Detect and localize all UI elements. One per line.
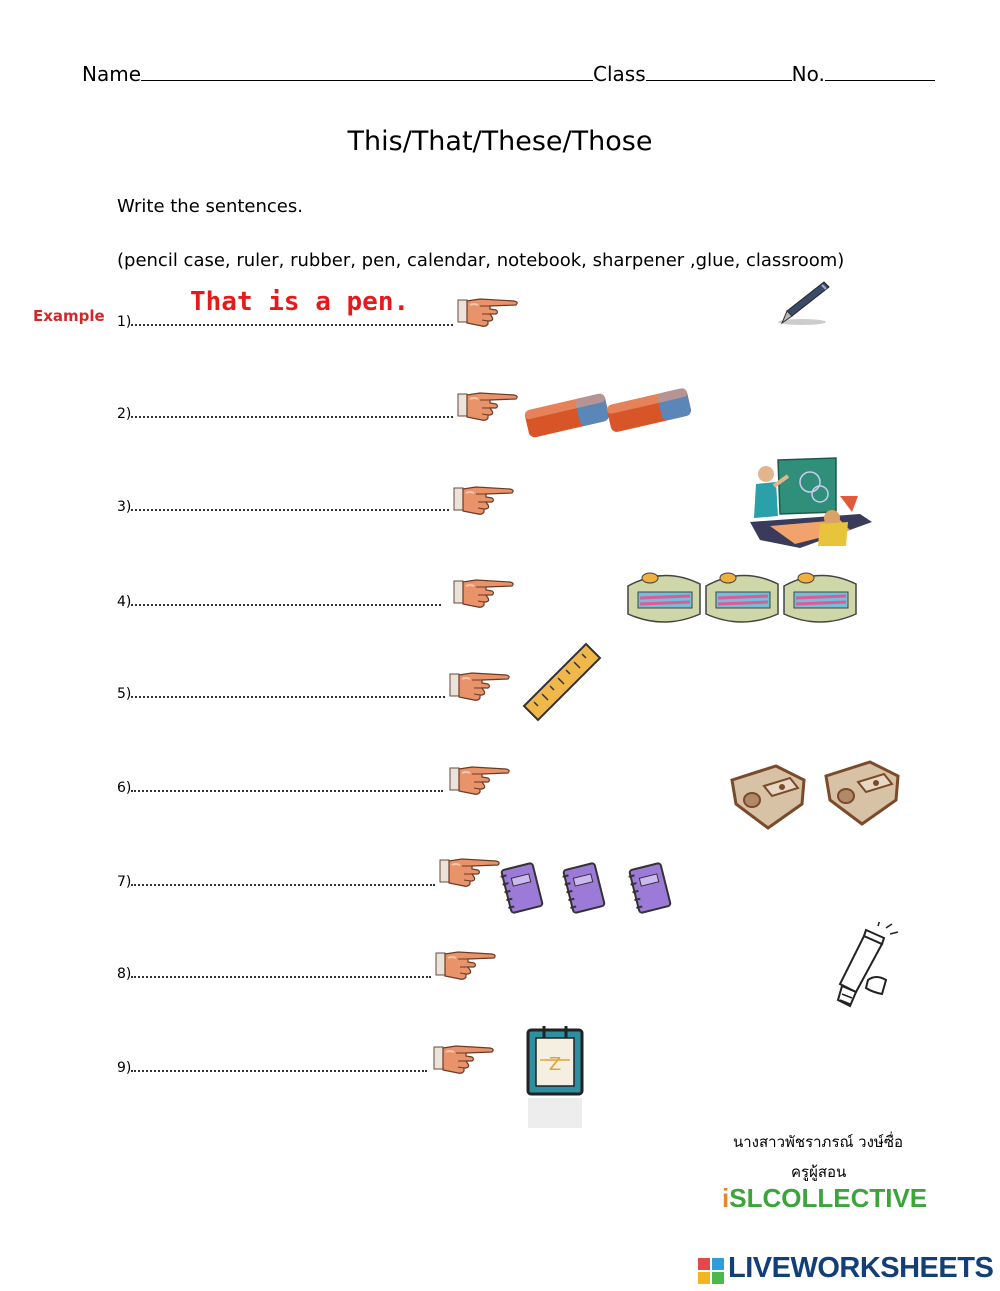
header-line (82, 62, 935, 86)
ruler-image (520, 640, 604, 724)
teacher-name: นางสาวพัชราภรณ์ วงษ์ซื่อ (733, 1133, 904, 1151)
answer-line[interactable] (131, 312, 453, 326)
item-number: 2) (117, 406, 132, 422)
example-label: Example (33, 307, 105, 325)
answer-line[interactable] (131, 404, 453, 418)
svg-text:Z: Z (548, 1054, 562, 1075)
item-7 (117, 872, 435, 890)
class-field[interactable] (646, 62, 792, 81)
item-2 (117, 404, 453, 422)
rubber-image (520, 376, 696, 442)
word-bank: (pencil case, ruler, rubber, pen, calendar, notebook, sharpener ,glue, classroom) (117, 250, 845, 271)
answer-line[interactable] (131, 497, 449, 511)
answer-line[interactable] (131, 872, 435, 886)
pen-image (776, 276, 834, 330)
item-number: 1) (117, 314, 132, 330)
answer-line[interactable] (131, 964, 431, 978)
teacher-role: ครูผู้สอน (791, 1163, 847, 1181)
answer-line[interactable] (131, 592, 441, 606)
item-9 (117, 1058, 427, 1076)
calendar-image (522, 1024, 588, 1132)
item-number: 7) (117, 874, 132, 890)
glue-image (834, 922, 906, 1012)
item-number: 4) (117, 594, 132, 610)
pointing-hand-icon (456, 387, 520, 423)
pointing-hand-icon (448, 761, 512, 797)
answer-line[interactable] (131, 778, 443, 792)
item-number: 6) (117, 780, 132, 796)
pointing-hand-icon (452, 574, 516, 610)
name-label: Name (82, 62, 142, 86)
liveworksheets-brand[interactable]: LIVEWORKSHEETS (728, 1252, 994, 1284)
pointing-hand-icon (432, 1040, 496, 1076)
pointing-hand-icon (438, 853, 502, 889)
no-label: No. (791, 62, 825, 86)
item-6 (117, 778, 443, 796)
example-answer: That is a pen. (190, 287, 410, 317)
islcollective-text: SLCOLLECTIVE (729, 1183, 928, 1213)
item-4 (117, 592, 441, 610)
sharpener-image (728, 758, 902, 832)
liveworksheets-logo-icon (698, 1258, 724, 1284)
islcollective-i: i (722, 1183, 730, 1213)
item-number: 5) (117, 686, 132, 702)
islcollective-logo[interactable] (722, 1183, 927, 1214)
classroom-image (740, 456, 874, 552)
notebook-image (498, 860, 678, 916)
pointing-hand-icon (456, 293, 520, 329)
page-title: This/That/These/Those (347, 126, 653, 157)
item-number: 8) (117, 966, 132, 982)
pointing-hand-icon (452, 481, 516, 517)
no-field[interactable] (825, 62, 935, 81)
pencil-case-image (624, 564, 864, 632)
instruction: Write the sentences. (117, 196, 303, 217)
answer-line[interactable] (131, 684, 445, 698)
item-8 (117, 964, 431, 982)
name-field[interactable] (141, 62, 593, 81)
item-number: 3) (117, 499, 132, 515)
item-3 (117, 497, 449, 515)
item-5 (117, 684, 445, 702)
class-label: Class (593, 62, 646, 86)
item-1 (117, 312, 453, 330)
pointing-hand-icon (434, 946, 498, 982)
answer-line[interactable] (131, 1058, 427, 1072)
item-number: 9) (117, 1060, 132, 1076)
pointing-hand-icon (448, 667, 512, 703)
